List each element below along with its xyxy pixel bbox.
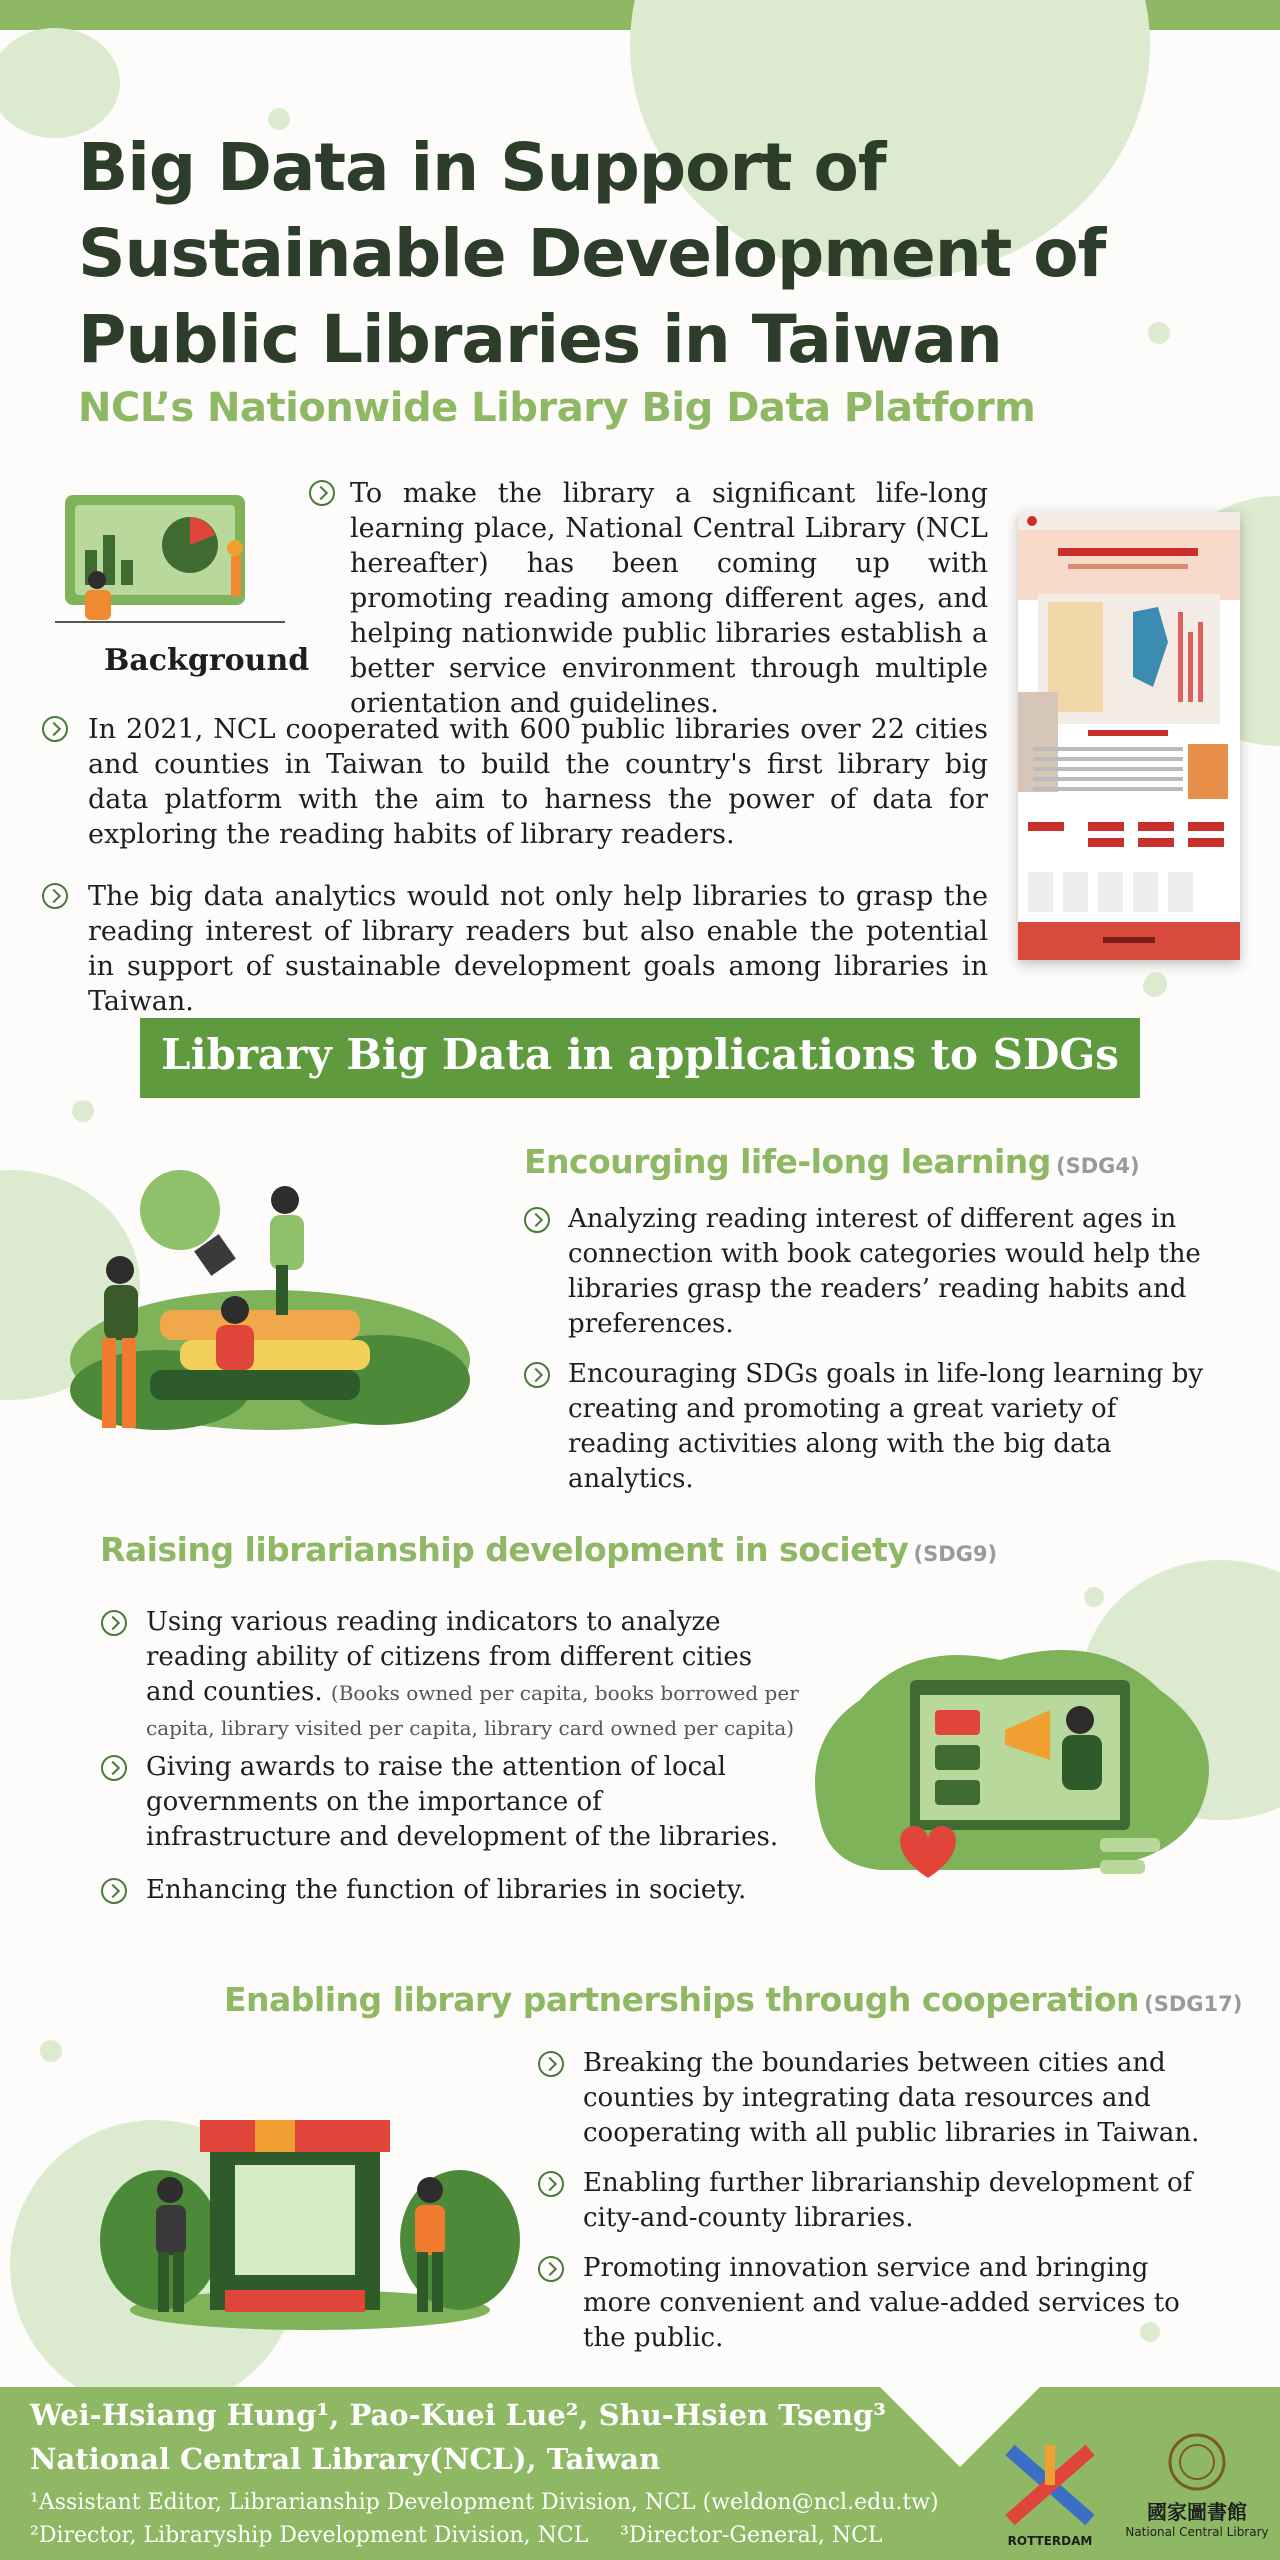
footer-affiliation-3: ³Director-General, NCL bbox=[620, 2523, 883, 2548]
background-paragraph-3: The big data analytics would not only help libraries to grasp the reading interest of library readers but also enable the potential in support of sustainable development goals among libraries in Taiwan. bbox=[88, 881, 988, 1017]
decor-circle bbox=[1145, 974, 1167, 996]
background-paragraph-1: To make the library a significant life-long learning place, National Central Library (NCL hereafter) has been coming up with promoting reading among different ages, and helping nationwide public libraries establish a better service environment through multiple orientation and guidelines. bbox=[350, 478, 988, 719]
section-1-heading: Encourging life-long learning bbox=[524, 1142, 1051, 1181]
footer-affiliation-2: ²Director, Libraryship Development Division, NCL bbox=[30, 2523, 589, 2548]
footer-authors: Wei-Hsiang Hung¹, Pao-Kuei Lue², Shu-Hsien Tseng³ bbox=[30, 2398, 886, 2432]
ifla-logo-text: ROTTERDAM bbox=[1007, 2534, 1093, 2548]
chevron-right-icon bbox=[538, 2256, 564, 2282]
decor-circle bbox=[72, 1100, 94, 1122]
chevron-right-icon bbox=[538, 2171, 564, 2197]
chevron-right-icon bbox=[101, 1755, 127, 1781]
section-2-bullet-1 bbox=[146, 1605, 806, 1745]
ifla-logo bbox=[1000, 2440, 1100, 2550]
chevron-right-icon bbox=[309, 480, 335, 506]
decor-circle bbox=[40, 2040, 62, 2062]
chevron-right-icon bbox=[42, 883, 68, 909]
page-subtitle: NCL’s Nationwide Library Big Data Platform bbox=[78, 385, 1036, 431]
section-3-bullet-1: Breaking the boundaries between cities and counties by integrating data resources and cooperating with all public libraries in Taiwan. bbox=[583, 2048, 1200, 2148]
ncl-logo-cn: 國家圖書館 bbox=[1147, 2500, 1247, 2524]
chevron-right-icon bbox=[524, 1362, 550, 1388]
decor-circle bbox=[1148, 322, 1170, 344]
footer-affiliation-1: ¹Assistant Editor, Librarianship Development Division, NCL (weldon@ncl.edu.tw) bbox=[30, 2490, 939, 2515]
background-illustration bbox=[55, 490, 295, 640]
chevron-right-icon bbox=[524, 1207, 550, 1233]
section-2-bullet-3: Enhancing the function of libraries in society. bbox=[146, 1875, 747, 1905]
chevron-right-icon bbox=[42, 716, 68, 742]
reading-illustration bbox=[40, 1160, 480, 1450]
section-1-bullet-1: Analyzing reading interest of different ages in connection with book categories would help the libraries grasp the readers’ reading habits and preferences. bbox=[568, 1204, 1201, 1339]
section-3-heading-wrap bbox=[224, 1980, 1242, 2019]
background-paragraph-2: In 2021, NCL cooperated with 600 public libraries over 22 cities and counties in Taiwan to build the country's first library big data platform with the aim to harness the power of data for exploring the reading habits of library readers. bbox=[88, 714, 988, 850]
chevron-right-icon bbox=[538, 2051, 564, 2077]
decor-circle bbox=[0, 28, 120, 138]
decor-circle bbox=[1084, 1587, 1104, 1607]
page-title: Big Data in Support of Sustainable Development of Public Libraries in Taiwan bbox=[78, 129, 1106, 378]
media-illustration bbox=[800, 1620, 1240, 1890]
section-2-note: (Books owned per capita, books borrowed per capita, library visited per capita, library card owned per capita) bbox=[146, 1681, 799, 1740]
chevron-right-icon bbox=[101, 1878, 127, 1904]
section-3-heading: Enabling library partnerships through cooperation bbox=[224, 1980, 1140, 2019]
section-1-heading-wrap bbox=[524, 1142, 1140, 1181]
background-label: Background bbox=[104, 643, 310, 678]
section-2-heading-wrap bbox=[100, 1530, 997, 1569]
platform-screenshot bbox=[1018, 512, 1240, 960]
chevron-right-icon bbox=[101, 1610, 127, 1636]
section-2-bullet-2: Giving awards to raise the attention of local governments on the importance of infrastructure and development of the libraries. bbox=[146, 1752, 779, 1852]
section-1-sdg: (SDG4) bbox=[1055, 1154, 1140, 1178]
ncl-logo bbox=[1122, 2432, 1272, 2552]
store-illustration bbox=[100, 2040, 520, 2340]
section-3-bullet-2: Enabling further librarianship development of city-and-county libraries. bbox=[583, 2168, 1193, 2233]
section-2-heading: Raising librarianship development in society bbox=[100, 1530, 909, 1569]
section-3-bullet-3: Promoting innovation service and bringing more convenient and value-added services to the public. bbox=[583, 2253, 1180, 2353]
section-1-bullet-2: Encouraging SDGs goals in life-long learning by creating and promoting a great variety of reading activities along with the big data analytics. bbox=[568, 1359, 1204, 1494]
section-2-sdg: (SDG9) bbox=[913, 1542, 998, 1566]
section-3-sdg: (SDG17) bbox=[1144, 1992, 1243, 2016]
footer-org: National Central Library(NCL), Taiwan bbox=[30, 2442, 661, 2476]
sdg-banner-text: Library Big Data in applications to SDGs bbox=[161, 1030, 1119, 1079]
ncl-logo-en: National Central Library bbox=[1125, 2525, 1269, 2539]
section-2-bullet-1-text: Using various reading indicators to analyze reading ability of citizens from different cities and counties. bbox=[146, 1607, 753, 1707]
